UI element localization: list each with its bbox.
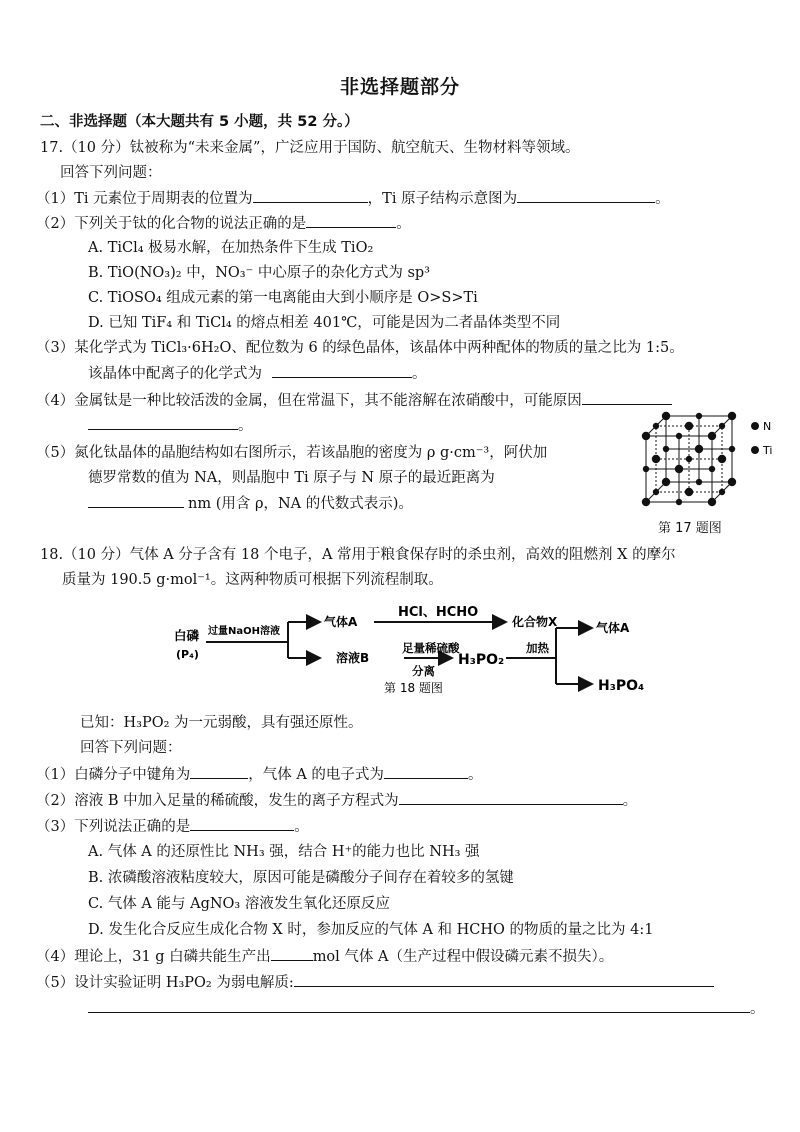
q17-part5-c: nm (用含 ρ，NA 的代数式表示)。 (88, 493, 413, 514)
q17-figure-caption: 第 17 题图 (658, 521, 722, 536)
answer-blank[interactable] (384, 764, 468, 779)
q18-part3: （3）下列说法正确的是 。 (36, 816, 309, 837)
q17-option-a: A. TiCl₄ 极易水解，在加热条件下生成 TiO₂ (88, 240, 374, 256)
q18-option-c: C. 气体 A 能与 AgNO₃ 溶液发生氧化还原反应 (88, 896, 390, 912)
q17-option-b: B. TiO(NO₃)₂ 中，NO₃⁻ 中心原子的杂化方式为 sp³ (88, 265, 430, 281)
ti-legend-dot (751, 446, 759, 454)
answer-blank[interactable] (253, 188, 368, 203)
answer-blank[interactable] (306, 213, 396, 228)
ti-atom (708, 432, 716, 440)
n-atom (676, 499, 682, 505)
n-atom (709, 466, 715, 472)
q18-intro-b: 质量为 190.5 g·mol⁻¹。这两种物质可根据下列流程制取。 (62, 572, 443, 588)
n-atom (696, 413, 702, 419)
q17-part5-b: 德罗常数的值为 NA，则晶胞中 Ti 原子与 N 原子的最近距离为 (88, 470, 495, 486)
n-legend-dot (751, 422, 759, 430)
q18-intro-a: 18.（10 分）气体 A 分子含有 18 个电子，A 常用于粮食保存时的杀虫剂，高效的阻燃剂 X 的摩尔 (40, 547, 676, 563)
legend-ti-label: Ti (763, 444, 773, 457)
ti-atom (652, 455, 660, 463)
flow-reagent3: 足量稀硫酸 (402, 641, 460, 655)
n-atom (676, 433, 682, 439)
q17-part1: （1）Ti 元素位于周期表的位置为 ，Ti 原子结构示意图为 。 (36, 188, 670, 209)
ti-atom (685, 422, 693, 430)
ti-atom (662, 478, 670, 486)
ti-atom (695, 445, 703, 453)
answer-blank[interactable] (88, 415, 238, 430)
answer-blank[interactable] (190, 764, 248, 779)
answer-blank[interactable] (190, 816, 294, 831)
ti-atom (708, 498, 716, 506)
q17-part4-cont: 。 (88, 415, 253, 436)
q18-option-a: A. 气体 A 的还原性比 NH₃ 强，结合 H⁺的能力也比 NH₃ 强 (88, 844, 480, 860)
legend-n-label: N (763, 420, 772, 433)
ti-atom (685, 488, 693, 496)
answer-blank[interactable] (517, 188, 655, 203)
q17-option-c: C. TiOSO₄ 组成元素的第一电离能由大到小顺序是 O>S>Ti (88, 290, 478, 306)
q17-intro: 17.（10 分）钛被称为“未来金属”，广泛应用于国防、航空航天、生物材料等领域。 (40, 140, 580, 156)
flow-separate: 分离 (412, 664, 435, 678)
n-atom (696, 479, 702, 485)
flow-start-sub: (P₄) (176, 648, 199, 661)
ti-atom (728, 412, 736, 420)
answer-blank[interactable] (399, 790, 623, 805)
flow-start: 白磷 (174, 628, 200, 643)
q17-part5-a: （5）氮化钛晶体的晶胞结构如右图所示，若该晶胞的密度为 ρ g·cm⁻³，阿伏加 (36, 445, 548, 461)
ti-atom (662, 412, 670, 420)
q18-option-b: B. 浓磷酸溶液粘度较大，原因可能是磷酸分子间存在着较多的氢键 (88, 870, 514, 886)
n-atom (643, 466, 649, 472)
q17-prompt: 回答下列问题： (60, 165, 162, 181)
answer-blank[interactable] (294, 972, 714, 987)
flow-gas-a: 气体A (324, 615, 358, 629)
q17-part3-b: 该晶体中配离子的化学式为 。 (88, 363, 427, 384)
ti-atom (642, 498, 650, 506)
q18-known: 已知：H₃PO₂ 为一元弱酸，具有强还原性。 (80, 715, 363, 731)
q18-option-d: D. 发生化合反应生成化合物 X 时，参加反应的气体 A 和 HCHO 的物质的量之比为 4:1 (88, 922, 654, 938)
flow-h3po2: H₃PO₂ (458, 652, 505, 668)
q18-part4: （4）理论上，31 g 白磷共能生产出 mol 气体 A（生产过程中假设磷元素不损失）。 (36, 946, 613, 967)
q17-option-d: D. 已知 TiF₄ 和 TiCl₄ 的熔点相差 401℃，可能是因为二者晶体类型不同 (88, 315, 561, 331)
q18-part1: （1）白磷分子中键角为 ，气体 A 的电子式为 。 (36, 764, 482, 785)
answer-blank[interactable] (88, 998, 750, 1013)
ti-atom (718, 455, 726, 463)
ti-atom (675, 465, 683, 473)
answer-blank[interactable] (271, 946, 313, 961)
q18-part5-cont: 。 (88, 998, 765, 1019)
q18-part5: （5）设计实验证明 H₃PO₂ 为弱电解质: (36, 972, 714, 993)
ti-atom (728, 478, 736, 486)
q18-part2: （2）溶液 B 中加入足量的稀硫酸，发生的离子方程式为 。 (36, 790, 637, 811)
flow-reagent1: 过量NaOH溶液 (208, 626, 280, 637)
q17-part4: （4）金属钛是一种比较活泼的金属，但在常温下，其不能溶解在浓硝酸中，可能原因 (36, 390, 672, 411)
answer-blank[interactable] (88, 493, 184, 508)
section-title: 非选择题部分 (339, 76, 460, 98)
flow-heat: 加热 (526, 641, 549, 655)
answer-blank[interactable] (272, 363, 412, 378)
q18-prompt: 回答下列问题： (80, 740, 182, 756)
flow-compound-x: 化合物X (512, 615, 558, 629)
flow-reagent2: HCl、HCHO (398, 605, 479, 620)
flow-solution-b: 溶液B (336, 651, 370, 665)
ti-atom (642, 432, 650, 440)
flow-h3po4: H₃PO₄ (598, 678, 645, 694)
q17-part3: （3）某化学式为 TiCl₃·6H₂O、配位数为 6 的绿色晶体，该晶体中两种配体的物质的量之比为 1:5。 (36, 340, 684, 356)
q18-flow-diagram (168, 598, 688, 706)
q17-part2: （2）下列关于钛的化合物的说法正确的是 。 (36, 213, 411, 234)
n-atom (719, 489, 725, 495)
n-atom (686, 456, 692, 462)
n-atom (653, 489, 659, 495)
n-atom (663, 446, 669, 452)
answer-blank[interactable] (582, 390, 672, 405)
n-atom (653, 423, 659, 429)
section-heading: 二、非选择题（本大题共有 5 小题，共 52 分。） (40, 114, 359, 130)
flow-caption: 第 18 题图 (384, 681, 443, 695)
flow-gas-a2: 气体A (596, 621, 630, 635)
n-atom (719, 423, 725, 429)
titanium-nitride-unit-cell-figure (632, 408, 782, 516)
n-atom (729, 446, 735, 452)
